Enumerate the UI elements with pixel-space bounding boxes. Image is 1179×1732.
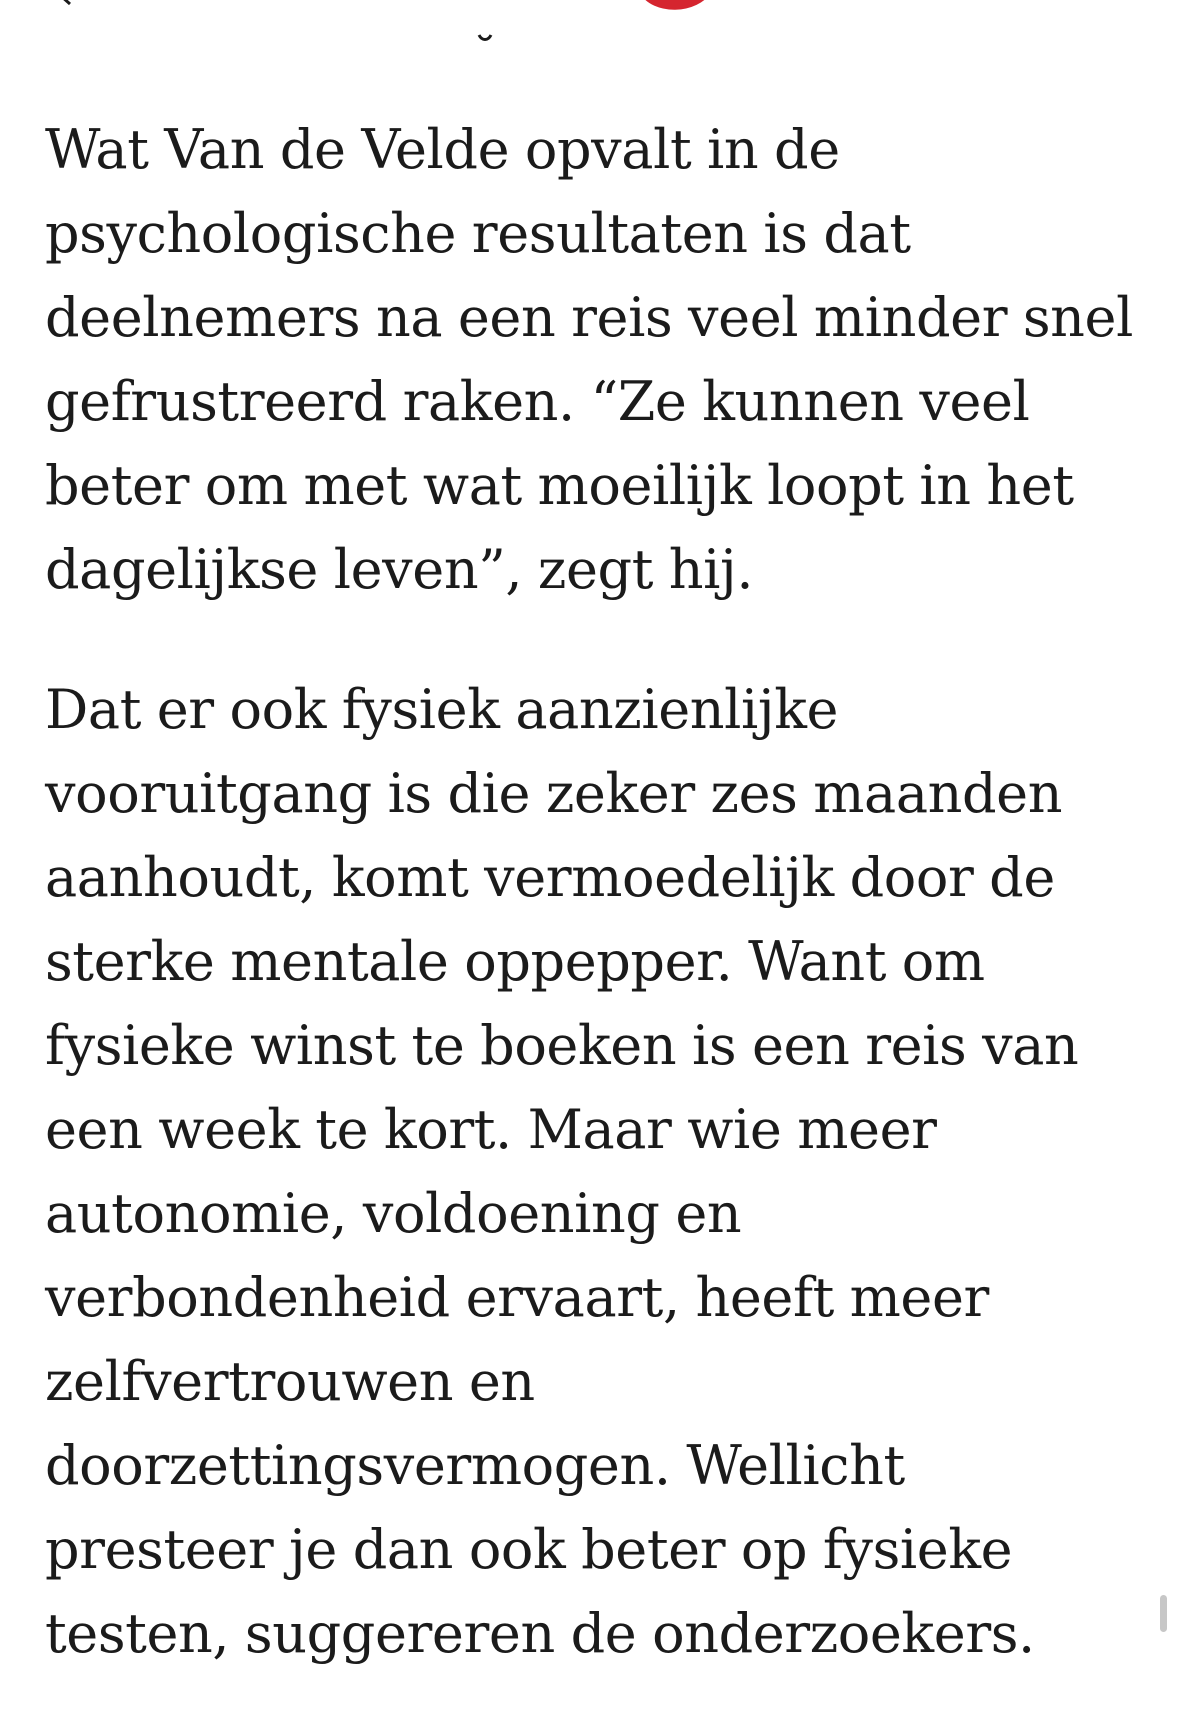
vertical-scrollbar[interactable] [1160, 1595, 1167, 1632]
hamburger-menu-icon[interactable] [1070, 0, 1116, 6]
chevron-left-icon[interactable] [56, 0, 76, 6]
logo-mark-icon [478, 34, 492, 44]
article-paragraph: Dat er ook fysiek aanzienlijke vooruitgang is die zeker zes maanden aanhoudt, komt vermoedelijk door de sterke mentale oppepper. Want om fysieke winst te boeken is een reis van een week te kort. Maar wie meer autonomie, voldoening en verbondenheid ervaart, heeft meer zelfvertrouwen en doorzettingsvermogen. Wellicht presteer je dan ook beter op fysieke testen, suggereren de onderzoekers. [45, 678, 1079, 1665]
brand-logo-icon[interactable] [640, 0, 712, 14]
article-paragraph: Wat Van de Velde opvalt in de psychologische resultaten is dat deelnemers na een reis veel minder snel gefrustreerd raken. “Ze kunnen veel beter om met wat moeilijk loopt in het dagelijkse leven”, zegt hij. [45, 118, 1133, 601]
top-navigation-bar [0, 0, 1179, 48]
article-body [45, 108, 1140, 1732]
